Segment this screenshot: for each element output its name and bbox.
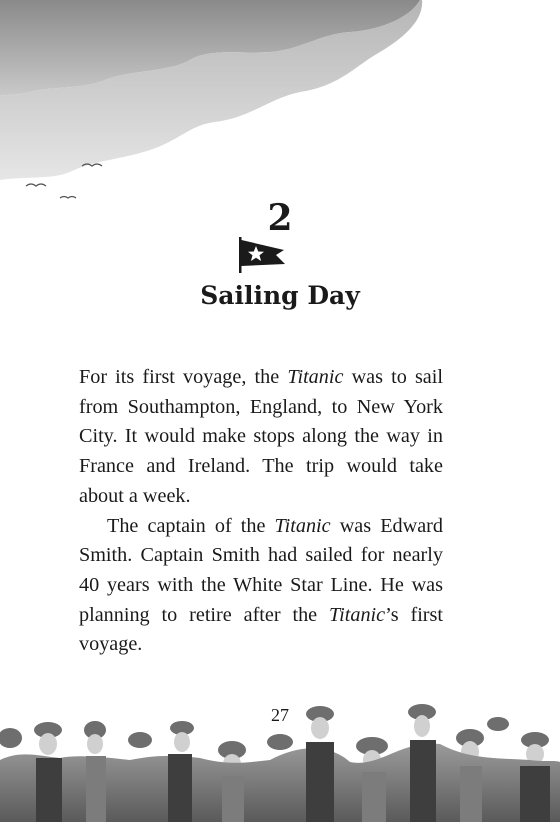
paragraph-2: The captain of the Titanic was Edward Smith. Captain Smith had sailed for nearly 40 years with the White Star Line. He was planning to retire after the Titanic’s first voyage. — [79, 514, 443, 656]
chapter-title: Sailing Day — [200, 281, 360, 310]
paragraph-1: For its first voyage, the Titanic was to sail from Southampton, England, to New York City. It would make stops along the way in France and Ireland. The trip would take about a week. — [79, 366, 443, 507]
white-star-flag-icon — [236, 236, 288, 274]
clouds-illustration — [0, 0, 560, 200]
chapter-number: 2 — [267, 197, 293, 239]
chapter-body — [79, 363, 443, 660]
bird-icon — [26, 184, 46, 186]
page-number: 27 — [271, 705, 289, 725]
crowd-illustration — [0, 700, 560, 822]
